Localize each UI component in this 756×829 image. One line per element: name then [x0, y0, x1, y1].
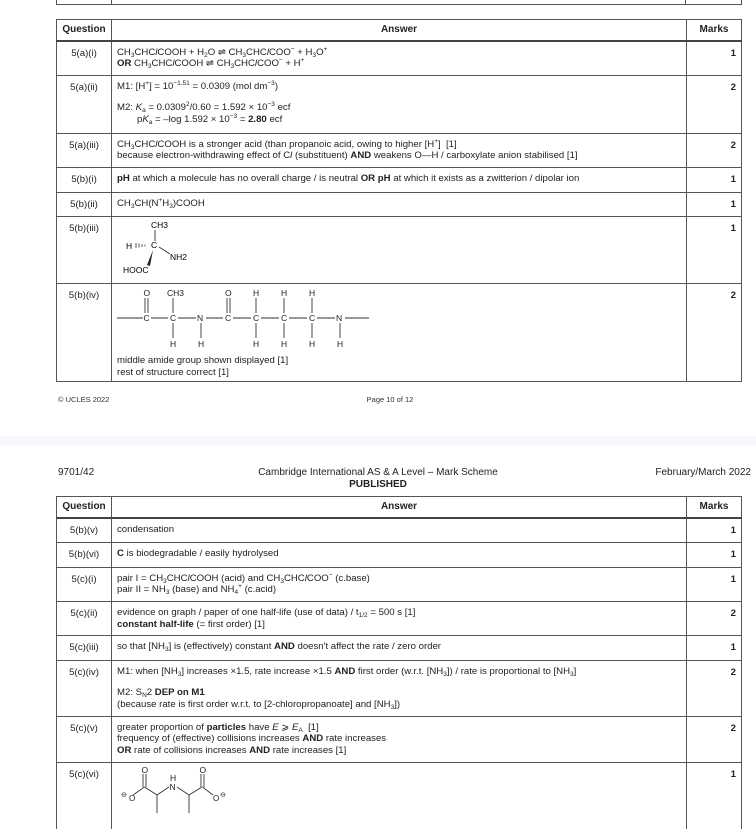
svg-text:C: C	[281, 312, 288, 323]
svg-text:H: H	[253, 287, 260, 298]
mark-scheme-table-page-11	[56, 496, 742, 829]
table-row	[57, 75, 742, 133]
header-paper-code: 9701/42	[58, 467, 95, 478]
svg-text:O: O	[143, 287, 151, 298]
answer-cell	[112, 133, 687, 167]
header-question: Question	[57, 20, 112, 41]
svg-text:H: H	[281, 338, 288, 349]
svg-text:H: H	[126, 241, 133, 252]
marks-value: 1	[687, 636, 742, 661]
table-row	[57, 167, 742, 192]
table-row	[57, 567, 742, 601]
answer-line: middle amide group shown displayed [1]	[117, 355, 289, 367]
answer-cell	[112, 567, 687, 601]
svg-text:NH2: NH2	[170, 252, 188, 263]
answer-line: rest of structure correct [1]	[117, 366, 229, 378]
question-number: 5(c)(v)	[57, 716, 112, 762]
polyamide-displayed-structure	[117, 286, 377, 354]
answer-line: C is biodegradable / easily hydrolysed	[117, 548, 279, 560]
answer-line: frequency of (effective) collisions increases AND rate increases	[117, 733, 387, 745]
answer-line: M2: $K_a = 0.0309^2/0.60 = 1.592 \times 10^{-3}$ ecf	[117, 101, 291, 115]
answer-line: M1: when $[NH_3]$ increases ×1.5, rate increase ×1.5 AND first order (w.r.t. $[NH_3]$) / rate is proportional to $[NH_3]$	[117, 665, 577, 678]
answer-line: constant half-life (= first order) [1]	[117, 618, 265, 630]
previous-table-bottom	[56, 0, 742, 5]
svg-text:H: H	[253, 338, 260, 349]
answer-cell	[112, 601, 687, 635]
answer-line: because electron-withdrawing effect of Cl (substituent) AND weakens O—H / carboxylate anion stabilised [1]	[117, 150, 578, 162]
page-separator	[0, 436, 756, 445]
header-marks: Marks	[687, 497, 742, 518]
answer-cell	[112, 660, 687, 716]
answer-cell	[112, 167, 687, 192]
svg-text:O: O	[141, 764, 149, 775]
marks-value: 1	[687, 567, 742, 601]
table-row	[57, 762, 742, 829]
svg-text:CH3: CH3	[151, 220, 169, 231]
answer-cell	[112, 762, 687, 829]
table-row	[57, 283, 742, 381]
header-status: PUBLISHED	[349, 479, 407, 490]
header-answer: Answer	[112, 497, 687, 518]
table-header-row	[57, 497, 742, 518]
answer-line: condensation	[117, 523, 175, 535]
marks-value: 2	[687, 716, 742, 762]
svg-text:O: O	[225, 287, 232, 298]
question-number: 5(a)(i)	[57, 41, 112, 76]
answer-line: OR rate of collisions increases AND rate increases [1]	[117, 744, 347, 756]
question-number: 5(a)(ii)	[57, 75, 112, 133]
svg-text:N: N	[336, 312, 343, 323]
svg-text:C: C	[143, 312, 150, 323]
table-row	[57, 716, 742, 762]
table-row	[57, 543, 742, 568]
svg-text:N: N	[197, 312, 204, 323]
answer-line: M1: $[H^+] = 10^{-1.51} = 0.0309$ (mol $dm^{-3}$)	[117, 79, 279, 92]
svg-text:O: O	[199, 764, 207, 775]
svg-text:⊖: ⊖	[220, 791, 226, 799]
answer-cell	[112, 283, 687, 381]
answer-cell	[112, 636, 687, 661]
question-number: 5(c)(iii)	[57, 636, 112, 661]
answer-line: M2: $S_N2$ DEP on M1	[117, 687, 205, 700]
svg-text:H: H	[170, 338, 177, 349]
answer-cell	[112, 716, 687, 762]
svg-text:H: H	[281, 287, 288, 298]
iminodipropanoate-skeletal-structure	[117, 765, 257, 827]
header-marks: Marks	[687, 20, 742, 41]
answer-cell	[112, 518, 687, 543]
svg-text:C: C	[151, 240, 158, 251]
answer-line: greater proportion of particles have E ⩾ $E_A$ [1]	[117, 721, 319, 734]
question-number: 5(b)(iv)	[57, 283, 112, 381]
answer-line: $CH_3CHClCOOH$ is a stronger acid (than propanoic acid, owing to higher [H+] [1]	[117, 137, 457, 151]
answer-cell	[112, 543, 687, 568]
svg-text:O: O	[129, 793, 136, 803]
question-number: 5(b)(vi)	[57, 543, 112, 568]
table-row	[57, 217, 742, 284]
question-number: 5(c)(vi)	[57, 762, 112, 829]
svg-text:O: O	[213, 793, 220, 803]
question-number: 5(b)(i)	[57, 167, 112, 192]
svg-text:C: C	[170, 312, 177, 323]
marks-value: 2	[687, 133, 742, 167]
answer-line: $CH_3CH(N^+H_3)COOH$	[117, 196, 205, 210]
answer-line: evidence on graph / paper of one half-life (use of data) / $t_{1/2} = 500$ s [1]	[117, 606, 416, 619]
marks-value: 1	[687, 41, 742, 76]
table-row	[57, 41, 742, 76]
question-number: 5(c)(ii)	[57, 601, 112, 635]
svg-text:C: C	[309, 312, 316, 323]
header-session: February/March 2022	[655, 467, 751, 478]
table-row	[57, 601, 742, 635]
answer-line: pair II = $NH_3$ (base) and $NH_4^+$ (c.acid)	[117, 583, 277, 597]
answer-line: pair $I = CH_3CHClCOOH$ (acid) and $CH_3CHClCOO^-$ (c.base)	[117, 571, 370, 585]
svg-text:C: C	[225, 312, 232, 323]
mark-scheme-table-page-10	[56, 19, 742, 382]
marks-value: 1	[687, 518, 742, 543]
marks-value: 2	[687, 75, 742, 133]
question-number: 5(c)(iv)	[57, 660, 112, 716]
marks-value: 1	[687, 167, 742, 192]
svg-text:H: H	[198, 338, 205, 349]
answer-line: pH at which a molecule has no overall charge / is neutral OR pH at which it exists as a zwitterion / dipolar ion	[117, 172, 580, 184]
answer-line: $pK_a = -\log$ $1.592 \times 10^{-3} = 2.80$ ecf	[137, 112, 283, 126]
answer-line: $CH_3CHClCOOH + H_2O$ ⇌ $CH_3CHClCOO^- + H_3O^+$	[117, 45, 328, 59]
svg-text:HOOC: HOOC	[123, 265, 149, 276]
footer-page-number: Page 10 of 12	[366, 395, 414, 404]
table-row	[57, 660, 742, 716]
svg-text:CH3: CH3	[167, 287, 185, 298]
svg-text:⊖: ⊖	[121, 791, 127, 799]
table-row	[57, 133, 742, 167]
header-question: Question	[57, 497, 112, 518]
marks-value: 1	[687, 543, 742, 568]
marks-value: 1	[687, 217, 742, 284]
svg-text:H: H	[309, 287, 316, 298]
svg-text:N: N	[169, 781, 176, 792]
answer-cell	[112, 41, 687, 76]
marks-value: 2	[687, 601, 742, 635]
marks-value: 1	[687, 762, 742, 829]
footer-copyright: © UCLES 2022	[58, 395, 110, 404]
answer-cell	[112, 75, 687, 133]
question-number: 5(b)(ii)	[57, 192, 112, 217]
marks-value: 2	[687, 660, 742, 716]
header-answer: Answer	[112, 20, 687, 41]
answer-line: OR $CH_3CHClCOOH$ ⇌ $CH_3CHClCOO^- + H^+$	[117, 57, 305, 71]
svg-text:H: H	[337, 338, 344, 349]
marks-value: 2	[687, 283, 742, 381]
answer-cell	[112, 217, 687, 284]
marks-value: 1	[687, 192, 742, 217]
answer-cell	[112, 192, 687, 217]
question-number: 5(c)(i)	[57, 567, 112, 601]
table-row	[57, 518, 742, 543]
question-number: 5(b)(iii)	[57, 217, 112, 284]
page-11	[0, 445, 756, 829]
svg-text:C: C	[253, 312, 260, 323]
svg-text:H: H	[309, 338, 316, 349]
table-row	[57, 192, 742, 217]
header-title: Cambridge International AS & A Level – Mark Scheme	[258, 467, 498, 478]
question-number: 5(a)(iii)	[57, 133, 112, 167]
table-header-row	[57, 20, 742, 41]
question-number: 5(b)(v)	[57, 518, 112, 543]
table-row	[57, 636, 742, 661]
alanine-stereo-structure	[117, 219, 207, 277]
header-title-block	[0, 467, 756, 491]
answer-line: (because rate is first order w.r.t. to [2-chloropropanoate] and $[NH_3]$)	[117, 698, 401, 711]
answer-line: so that $[NH_3]$ is (effectively) constant AND doesn't affect the rate / zero order	[117, 641, 442, 654]
svg-text:H: H	[170, 772, 177, 783]
